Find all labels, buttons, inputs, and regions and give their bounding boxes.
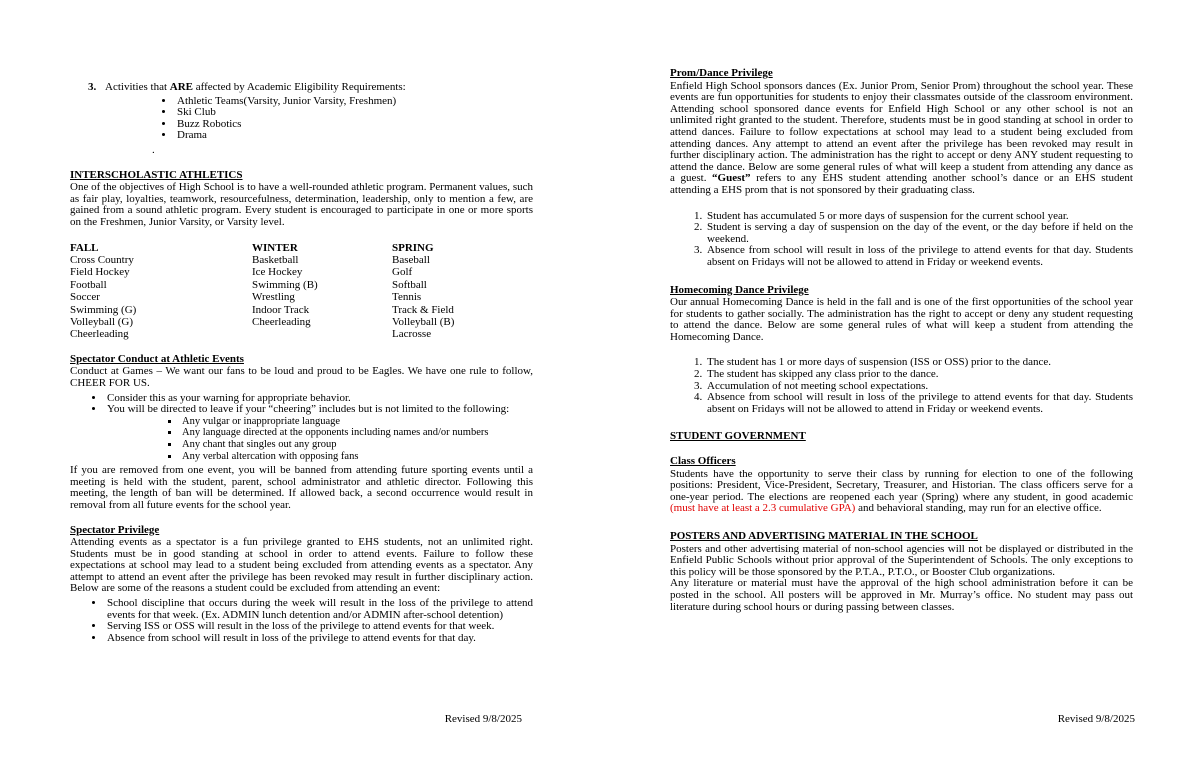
table-cell: Lacrosse bbox=[392, 328, 432, 341]
homecoming-rules-list bbox=[670, 357, 1133, 415]
column-header-winter: WINTER bbox=[252, 241, 298, 254]
table-row bbox=[70, 316, 533, 328]
eligibility-activities-list bbox=[70, 96, 533, 142]
homecoming-body: Our annual Homecoming Dance is held in the fall and is one of the first opportunities of the school year for students to gather socially. The administration has the right to accept or deny any student requesting to attend the dance. Below are some general rules of what will keep a student from attending the Homecoming Dance. bbox=[670, 296, 1133, 343]
list-item bbox=[105, 404, 533, 462]
list-item: ▪ Any chant that singles out any group bbox=[180, 439, 533, 451]
table-cell: Volleyball (B) bbox=[392, 315, 455, 328]
table-cell: Tennis bbox=[392, 291, 422, 304]
table-cell: Swimming (G) bbox=[70, 303, 137, 316]
table-cell: Football bbox=[70, 278, 107, 291]
list-item: • Ski Club bbox=[175, 107, 533, 119]
section-heading-prom-dance-privilege: Prom/Dance Privilege bbox=[670, 67, 773, 79]
table-row bbox=[70, 266, 533, 278]
right-column bbox=[670, 68, 1133, 613]
sports-header-row bbox=[70, 242, 533, 254]
interscholastic-body: One of the objectives of High School is to have a well-rounded athletic program. Permanent values, such as fair play, loyalties, teamwork, resourcefulness, determination, leadership, only to mention a few, are gained from a sound athletic program. Every student is encouraged to participate in one or more sports on the Freshmen, Junior Varsity, or Varsity level. bbox=[70, 181, 533, 228]
table-cell: Cross Country bbox=[70, 253, 134, 266]
prom-body bbox=[670, 81, 1133, 197]
stray-period: . bbox=[152, 143, 155, 156]
conduct-outro: If you are removed from one event, you will be banned from attending future sporting events until a meeting is held with the student, parent, school administrator and athletic director. Following this meeting, the length of ban will be determined. If allowed back, a second occurrence would result in removal from all future events for the school year. bbox=[70, 464, 533, 511]
table-cell: Indoor Track bbox=[252, 303, 310, 316]
conduct-bullet-list bbox=[70, 393, 533, 463]
table-cell: Soccer bbox=[70, 291, 100, 304]
table-cell: Ice Hockey bbox=[252, 266, 303, 279]
list-item: • Buzz Robotics bbox=[175, 119, 533, 131]
posters-paragraph-1: Posters and other advertising material of non-school agencies will not be displayed or distributed in the Enfield Public Schools without prior approval of the Superintendent of Schools. The only exceptions to this policy will be those sponsored by the P.T.A., P.T.O., or Booster Club organizations. bbox=[670, 542, 1133, 578]
table-row bbox=[70, 304, 533, 316]
left-column bbox=[70, 82, 533, 644]
table-cell: Baseball bbox=[392, 253, 430, 266]
table-row bbox=[70, 254, 533, 266]
posters-paragraph-2: Any literature or material must have the approval of the high school administration before it can be posted in the school. All posters will be approved in Mr. Murray’s office. No student may pass out literature during school hours or during passing between classes. bbox=[670, 577, 1133, 613]
list-item: ▪ Any verbal altercation with opposing fans bbox=[180, 451, 533, 463]
table-cell: Basketball bbox=[252, 253, 299, 266]
table-cell: Cheerleading bbox=[252, 315, 311, 328]
table-cell: Wrestling bbox=[252, 291, 295, 304]
table-cell: Cheerleading bbox=[70, 328, 129, 341]
list-number: 3. bbox=[88, 81, 97, 93]
table-row bbox=[70, 291, 533, 303]
list-item: 2. The student has skipped any class prior to the dance. bbox=[705, 369, 1133, 381]
revision-date-left: Revised 9/8/2025 bbox=[444, 713, 522, 725]
list-item: • Absence from school will result in loss of the privilege to attend events for that day. bbox=[105, 633, 533, 645]
section-heading-class-officers: Class Officers bbox=[670, 455, 736, 468]
list-item: 2. Student is serving a day of suspension on the day of the event, or the day before if held on the weekend. bbox=[705, 222, 1133, 245]
section-heading-spectator-conduct: Spectator Conduct at Athletic Events bbox=[70, 352, 244, 365]
list-item: • Serving ISS or OSS will result in the loss of the privilege to attend events for that week. bbox=[105, 621, 533, 633]
column-header-spring: SPRING bbox=[392, 241, 434, 254]
eligibility-numbered-line bbox=[88, 82, 533, 94]
text-run-red-gpa-requirement: (must have at least a 2.3 cumulative GPA) bbox=[670, 502, 856, 515]
table-cell: Volleyball (G) bbox=[70, 315, 134, 328]
text-run: You will be directed to leave if your “cheering” includes but is not limited to the following: bbox=[107, 403, 510, 416]
table-cell: Track & Field bbox=[392, 303, 454, 316]
table-cell: Swimming (B) bbox=[252, 278, 318, 291]
section-heading-spectator-privilege: Spectator Privilege bbox=[70, 523, 160, 536]
sports-table bbox=[70, 242, 533, 341]
text-run: Students have the opportunity to serve their class by running for election to one of the following positions: President, Vice-President, Secretary, Treasurer, and Historian. The class officers serve for a one-year period. The elections are reopened each year (Spring) where any student, in good academic bbox=[670, 467, 1133, 503]
list-item: ▪ Any language directed at the opponents including names and/or numbers bbox=[180, 427, 533, 439]
table-row bbox=[70, 279, 533, 291]
table-cell bbox=[252, 328, 392, 340]
prom-rules-list bbox=[670, 211, 1133, 269]
section-heading-interscholastic-athletics: INTERSCHOLASTIC ATHLETICS bbox=[70, 168, 243, 181]
list-item: • Consider this as your warning for appropriate behavior. bbox=[105, 393, 533, 405]
eligibility-block bbox=[70, 82, 533, 157]
list-item: • School discipline that occurs during the week will result in the loss of the privilege to attend events for that week. (Ex. ADMIN lunch detention and/or ADMIN after-school detention) bbox=[105, 598, 533, 621]
text-run: Activities that bbox=[105, 81, 170, 93]
list-item: 3. Absence from school will result in loss of the privilege to attend events for that day. Students absent on Fridays will not be allowed to attend in Friday or weekend events. bbox=[705, 245, 1133, 268]
text-run: Enfield High School sponsors dances (Ex. Junior Prom, Senior Prom) throughout the school year. These events are fun opportunities for students to enjoy their classmates outside of the classroom environment. Attending school sponsored dance events for Enfield High School or any other school is not an unlimited right granted to the student. Therefore, students must be in good standing at school in order to attend dances. Failure to follow expectations at school may lead to a student being excluded from attending dances. Any attempt to attend an event after the privilege has been revoked may result in further disciplinary action. The administration has the right to accept or deny ANY student requesting to attend the dance. Below are some general rules of what will keep a student from attending any dance as a guest. bbox=[670, 79, 1133, 185]
table-cell: Golf bbox=[392, 266, 413, 279]
revision-date-right: Revised 9/8/2025 bbox=[1057, 713, 1135, 725]
conduct-sub-bullet-list bbox=[107, 416, 533, 462]
conduct-intro: Conduct at Games – We want our fans to be loud and proud to be Eagles. We have one rule to follow, CHEER FOR US. bbox=[70, 365, 533, 389]
text-run-bold: “Guest” bbox=[712, 172, 751, 185]
text-run: refers to any EHS student attending another school’s dance or an EHS student attending a EHS prom that is not sponsored by their graduating class. bbox=[670, 172, 1133, 196]
list-item: • Drama bbox=[175, 130, 533, 142]
column-header-fall: FALL bbox=[70, 241, 99, 254]
section-heading-homecoming-dance-privilege: Homecoming Dance Privilege bbox=[670, 283, 809, 296]
text-run-bold: ARE bbox=[169, 81, 193, 93]
list-item: 4. Absence from school will result in loss of the privilege to attend events for that day. Students absent on Fridays will not be allowed to attend in Friday or weekend events. bbox=[705, 392, 1133, 415]
text-run: and behavioral standing, may run for an elective office. bbox=[855, 502, 1102, 515]
privilege-body: Attending events as a spectator is a fun privilege granted to EHS students, not an unlimited right. Students must be in good standing at school in order to attend events. Failure to follow these expectations at school may lead to a student being excluded from attending events as a spectator. Any attempt to attend an event after the privilege has been revoked may result in further disciplinary action. Below are some of the reasons a student could be excluded from attending an event: bbox=[70, 536, 533, 595]
list-item: 1. Student has accumulated 5 or more days of suspension for the current school year. bbox=[705, 211, 1133, 223]
privilege-bullet-list bbox=[70, 598, 533, 644]
table-cell: Softball bbox=[392, 278, 427, 291]
list-item: ▪ Any vulgar or inappropriate language bbox=[180, 416, 533, 428]
table-row bbox=[70, 328, 533, 340]
section-heading-student-government: STUDENT GOVERNMENT bbox=[670, 430, 806, 443]
table-cell: Field Hockey bbox=[70, 266, 130, 279]
section-heading-posters-advertising: POSTERS AND ADVERTISING MATERIAL IN THE SCHOOL bbox=[670, 530, 978, 542]
list-item: 3. Accumulation of not meeting school expectations. bbox=[705, 381, 1133, 393]
list-item: • Athletic Teams(Varsity, Junior Varsity, Freshmen) bbox=[175, 96, 533, 108]
class-officers-body bbox=[670, 469, 1133, 515]
list-item: 1. The student has 1 or more days of suspension (ISS or OSS) prior to the dance. bbox=[705, 357, 1133, 369]
text-run: affected by Academic Eligibility Requirements: bbox=[193, 81, 406, 93]
